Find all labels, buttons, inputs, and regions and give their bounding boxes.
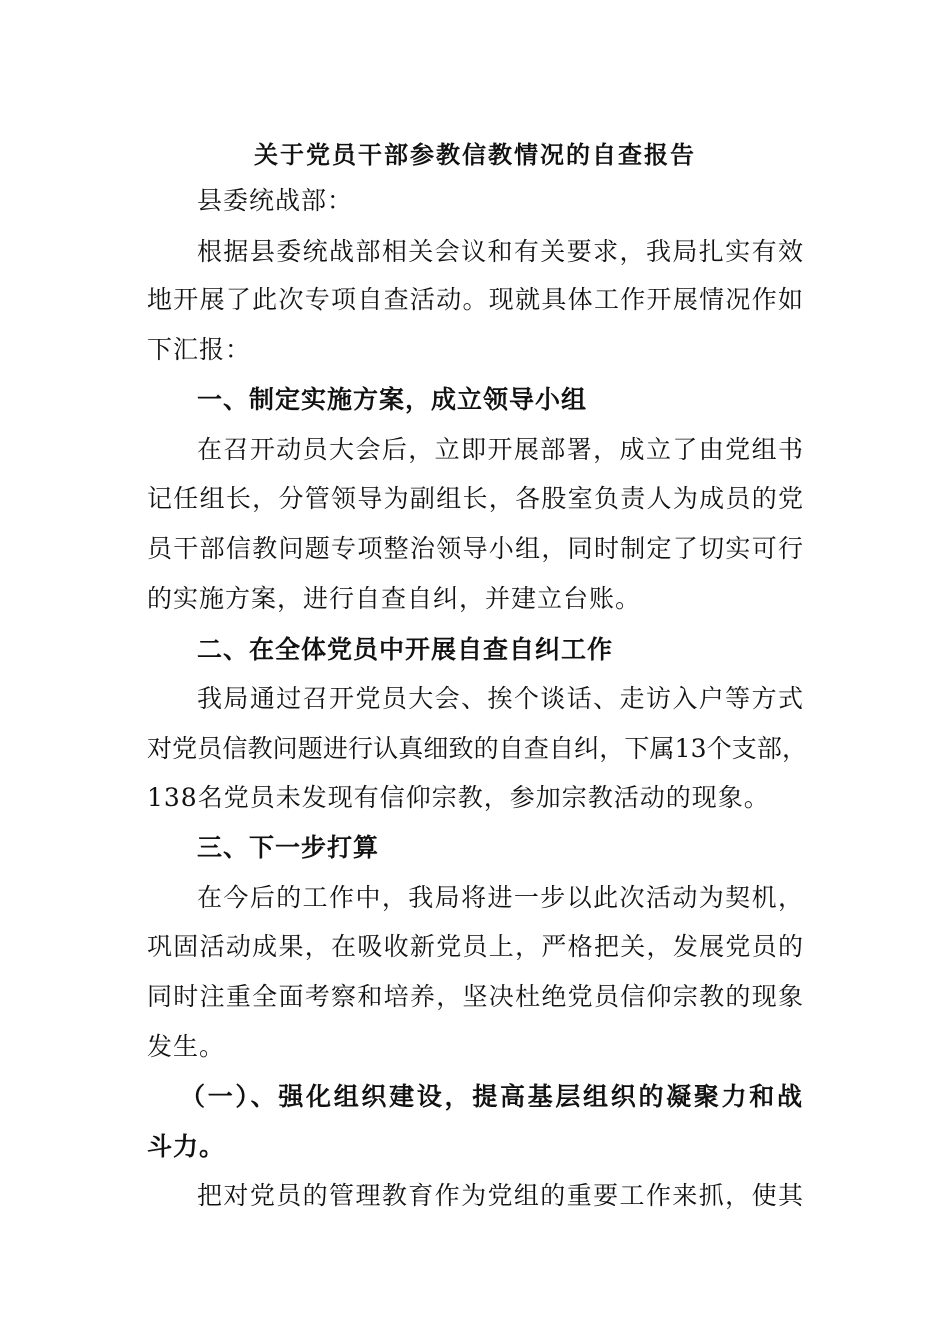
- section-heading-3: 三、下一步打算: [197, 833, 380, 862]
- paragraph-line: 根据县委统战部相关会议和有关要求，我局扎实有效: [197, 237, 803, 266]
- subheading-line: （一）、强化组织建设，提高基层组织的凝聚力和战: [180, 1082, 803, 1111]
- paragraph-line: 员干部信教问题专项整治领导小组，同时制定了切实可行: [147, 534, 803, 563]
- paragraph-line: 巩固活动成果，在吸收新党员上，严格把关，发展党员的: [147, 932, 803, 961]
- paragraph-line: 在今后的工作中，我局将进一步以此次活动为契机，: [197, 883, 803, 912]
- document-title: 关于党员干部参教信教情况的自查报告: [254, 140, 696, 169]
- paragraph-line: 138名党员未发现有信仰宗教，参加宗教活动的现象。: [147, 783, 770, 812]
- paragraph-line: 对党员信教问题进行认真细致的自查自纠，下属13个支部，: [147, 734, 807, 763]
- paragraph-line: 同时注重全面考察和培养，坚决杜绝党员信仰宗教的现象: [147, 982, 803, 1011]
- salutation: 县委统战部：: [197, 186, 354, 215]
- paragraph-line: 记任组长，分管领导为副组长，各股室负责人为成员的党: [147, 484, 803, 513]
- paragraph-line: 我局通过召开党员大会、挨个谈话、走访入户等方式: [197, 684, 803, 713]
- paragraph-line: 把对党员的管理教育作为党组的重要工作来抓，使其: [197, 1181, 803, 1210]
- paragraph-line: 发生。: [147, 1032, 226, 1061]
- paragraph-line: 在召开动员大会后，立即开展部署，成立了由党组书: [197, 435, 803, 464]
- subheading-line: 斗力。: [147, 1132, 226, 1161]
- paragraph-line: 的实施方案，进行自查自纠，并建立台账。: [147, 584, 642, 613]
- paragraph-line: 地开展了此次专项自查活动。现就具体工作开展情况作如: [147, 285, 803, 314]
- section-heading-2: 二、在全体党员中开展自查自纠工作: [197, 635, 614, 664]
- section-heading-1: 一、制定实施方案，成立领导小组: [197, 385, 588, 414]
- paragraph-line: 下汇报：: [147, 335, 252, 364]
